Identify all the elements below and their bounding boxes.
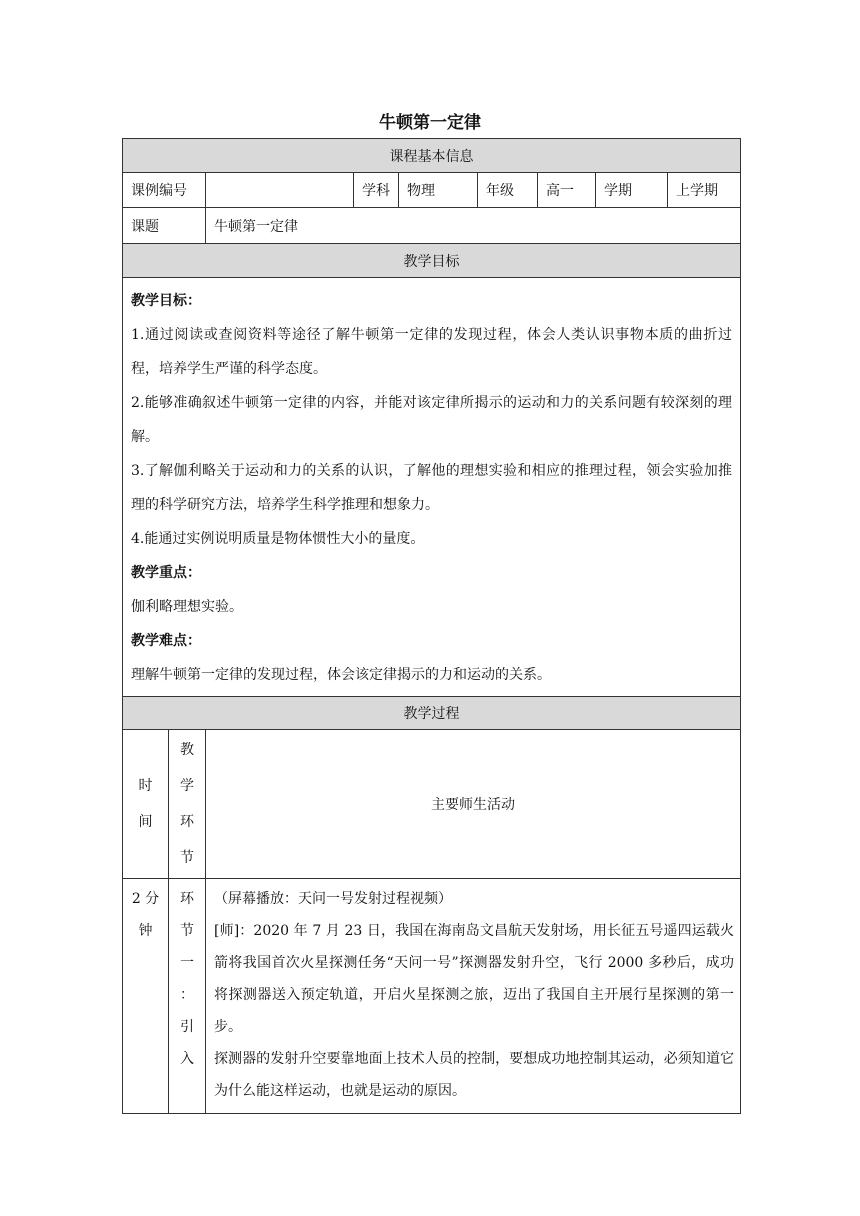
- stage-column-header: 教 学 环 节: [169, 730, 206, 879]
- objectives-cell: [123, 278, 741, 697]
- section-header-basic-info: 课程基本信息: [123, 139, 741, 173]
- topic-label: 课题: [123, 208, 206, 244]
- goal-item: 4.能通过实例说明质量是物体惯性大小的量度。: [131, 531, 425, 547]
- difficulty-heading: 教学难点：: [131, 633, 201, 649]
- topic-value: 牛顿第一定律: [206, 208, 741, 244]
- subject-value: 物理: [399, 173, 478, 208]
- grade-value: 高一: [538, 173, 596, 208]
- topic-row: [123, 208, 741, 244]
- activity-paragraph: 探测器的发射升空要靠地面上技术人员的控制，要想成功地控制其运动，必须知道它为什么能这样运动，也就是运动的原因。: [214, 1051, 735, 1099]
- term-label: 学期: [596, 173, 668, 208]
- key-point-heading: 教学重点：: [131, 565, 201, 581]
- activity-paragraph: （屏幕播放：天问一号发射过程视频）: [214, 891, 452, 907]
- document-title: 牛顿第一定律: [379, 113, 481, 133]
- goal-item: 3.了解伽利略关于运动和力的关系的认识，了解他的理想实验和相应的推理过程，领会实验加推理的科学研究方法，培养学生科学推理和想象力。: [131, 463, 733, 513]
- section-header-process: 教学过程: [123, 697, 741, 730]
- info-row: [123, 173, 741, 208]
- case-no-value: [206, 173, 354, 208]
- activity-paragraph: [师]：2020 年 7 月 23 日，我国在海南岛文昌航天发射场，用长征五号遥四运载火箭将我国首次火星探测任务“天问一号”探测器发射升空，飞行 2000 多秒后，成功将探测器送入预定轨道，开启火星探测之旅，迈出了我国自主开展行星探测的第一步。: [214, 923, 735, 1035]
- term-value: 上学期: [668, 173, 741, 208]
- process-row: [123, 879, 741, 1114]
- activity-column-header: 主要师生活动: [206, 730, 741, 879]
- goals-heading: 教学目标：: [131, 293, 201, 309]
- key-point-text: 伽利略理想实验。: [131, 599, 243, 615]
- lesson-plan-table: [122, 138, 741, 1114]
- process-header-row: [123, 730, 741, 879]
- process-stage: 环 节 一 ： 引 入: [169, 879, 206, 1114]
- difficulty-text: 理解牛顿第一定律的发现过程，体会该定律揭示的力和运动的关系。: [131, 667, 551, 683]
- section-header-objectives: 教学目标: [123, 244, 741, 278]
- subject-label: 学科: [354, 173, 399, 208]
- goal-item: 1.通过阅读或查阅资料等途径了解牛顿第一定律的发现过程，体会人类认识事物本质的曲折过程，培养学生严谨的科学态度。: [131, 327, 733, 377]
- process-activity: [206, 879, 741, 1114]
- grade-label: 年级: [478, 173, 538, 208]
- time-column-header: 时 间: [123, 730, 169, 879]
- case-no-label: 课例编号: [123, 173, 206, 208]
- process-time: 2 分 钟: [123, 879, 169, 1114]
- goal-item: 2.能够准确叙述牛顿第一定律的内容，并能对该定律所揭示的运动和力的关系问题有较深刻的理解。: [131, 395, 733, 445]
